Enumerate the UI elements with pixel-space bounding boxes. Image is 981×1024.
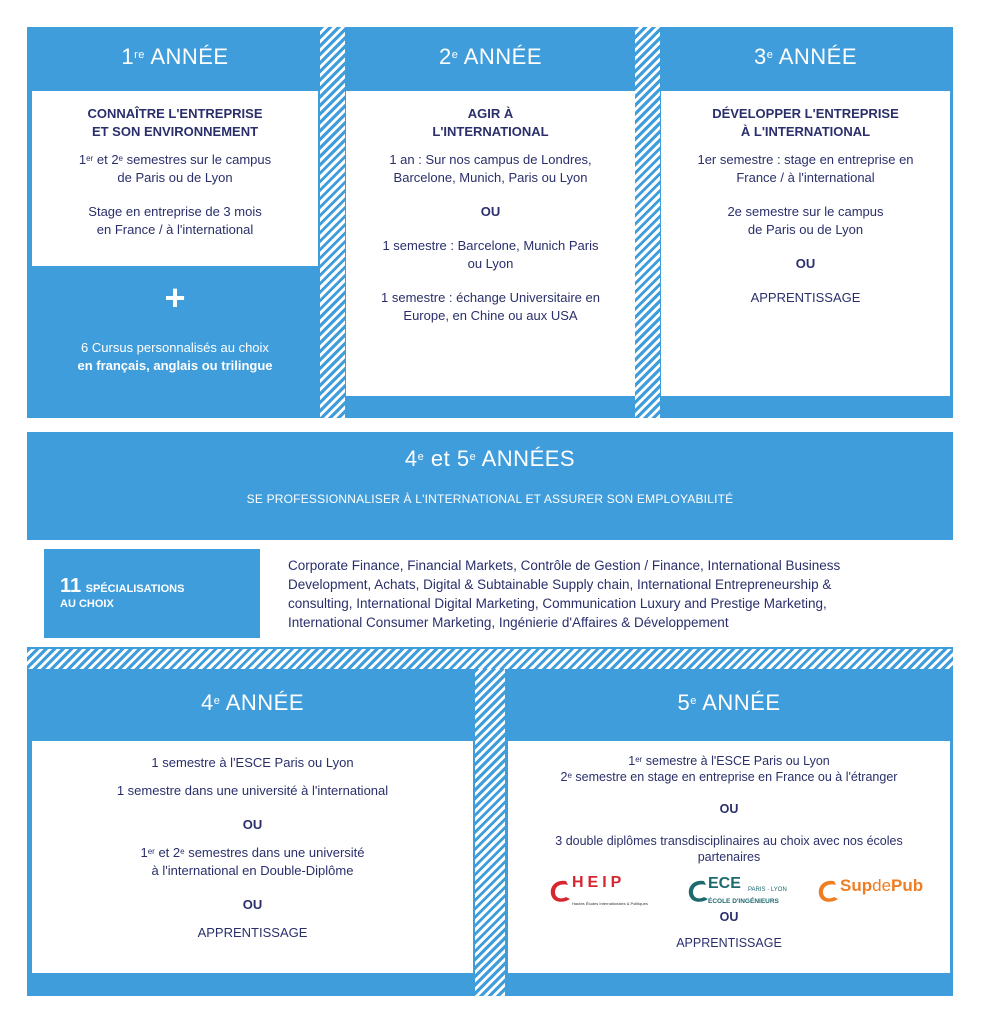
- year3-paragraph-1: 1er semestre : stage en entreprise en France / à l'international: [697, 152, 914, 185]
- year1-cursus-text: 6 Cursus personnalisés au choix en français, anglais ou trilingue: [77, 340, 273, 373]
- year5-apprentissage: APPRENTISSAGE: [676, 936, 782, 950]
- year4-paragraph-1: 1 semestre à l'ESCE Paris ou Lyon: [151, 755, 354, 770]
- year2-card: [346, 91, 635, 396]
- heip-logo-subtext: Hautes Études Internationales & Politiques: [572, 901, 648, 906]
- supdepub-swoosh-icon: [814, 877, 840, 905]
- year4-card: [32, 741, 473, 973]
- heip-logo: [546, 875, 666, 907]
- year3-paragraph-2: 2e semestre sur le campus de Paris ou de Lyon: [727, 204, 884, 237]
- year2-paragraph-2: 1 semestre : Barcelone, Munich Paris ou Lyon: [382, 238, 599, 271]
- year1-paragraph-2: Stage en entreprise de 3 mois en France / à l'international: [88, 204, 262, 237]
- partner-logos: [524, 875, 934, 909]
- year1-heading-line1: CONNAÎTRE L'ENTREPRISE: [87, 106, 263, 121]
- supdepub-de: de: [872, 876, 892, 895]
- year1-paragraph-1: 1er et 2e semestres sur le campus de Paris ou de Lyon: [78, 152, 272, 185]
- year2-ou: OU: [480, 204, 501, 219]
- year4-paragraph-3: 1er et 2e semestres dans une université à l'international en Double-Diplôme: [140, 845, 365, 878]
- year5-card: [508, 741, 950, 973]
- year3-heading-line2: À L'INTERNATIONAL: [740, 124, 871, 139]
- divider-stripes-2-3: [635, 27, 660, 418]
- spec-word: SPÉCIALISATIONS: [85, 583, 185, 595]
- divider-stripes-1-2: [320, 27, 345, 418]
- supdepub-sup: Sup: [840, 876, 873, 895]
- year1-heading-line2: ET SON ENVIRONNEMENT: [91, 124, 259, 139]
- year4-apprentissage: APPRENTISSAGE: [197, 925, 308, 940]
- year4-ou-1: OU: [242, 817, 263, 832]
- year1-title: 1re ANNÉE: [121, 44, 229, 69]
- spec-count: 11: [60, 575, 82, 597]
- ece-logo-city: PARIS · LYON: [748, 887, 787, 893]
- specialisations-list: Corporate Finance, Financial Markets, Contrôle de Gestion / Finance, International Business Development, Achats, Digital & Subtainable Supply chain, International Entrepreneurship & consulting, International Digital Marketing, Communication Luxury and Prestige Marketing, International Consumer Marketing, Ingénierie d'Affaires & Développement: [288, 558, 841, 630]
- year4-paragraph-2: 1 semestre dans une université à l'international: [116, 783, 389, 798]
- year2-paragraph-3: 1 semestre : échange Universitaire en Europe, en Chine ou aux USA: [381, 290, 600, 323]
- years45-title: 4e et 5e ANNÉES: [404, 446, 576, 471]
- year2-title: 2e ANNÉE: [438, 44, 543, 69]
- year4-ou-2: OU: [242, 897, 263, 912]
- year5-ou-1: OU: [719, 802, 739, 816]
- supdepub-pub: Pub: [891, 876, 924, 895]
- year2-heading-line1: AGIR À: [467, 106, 514, 121]
- years45-subtitle: SE PROFESSIONNALISER À L'INTERNATIONAL ET ASSURER SON EMPLOYABILITÉ: [246, 492, 734, 506]
- year5-paragraph-1: 1er semestre à l'ESCE Paris ou Lyon 2e semestre en stage en entreprise en France ou à l'étranger: [560, 754, 898, 784]
- year4-title: 4e ANNÉE: [200, 690, 305, 715]
- year3-card: [661, 91, 950, 396]
- heip-swoosh-icon: [546, 877, 574, 905]
- supdepub-logo: [814, 875, 944, 907]
- ece-logo-subtext: ÉCOLE D'INGÉNIEURS: [708, 898, 779, 905]
- plus-sign: +: [164, 277, 186, 318]
- divider-stripes-horizontal: [27, 649, 953, 669]
- year3-title: 3e ANNÉE: [753, 44, 858, 69]
- year3-apprentissage: APPRENTISSAGE: [750, 290, 861, 305]
- year3-ou: OU: [795, 256, 816, 271]
- spec-au-choix: AU CHOIX: [60, 598, 114, 610]
- ece-swoosh-icon: [684, 877, 710, 905]
- ece-logo: [684, 875, 804, 907]
- year1-card: [32, 91, 318, 266]
- ece-logo-text: ECE: [708, 875, 741, 892]
- year5-title: 5e ANNÉE: [677, 690, 781, 715]
- year2-heading-line2: L'INTERNATIONAL: [432, 124, 549, 139]
- year5-paragraph-2: 3 double diplômes transdisciplinaires au choix avec nos écoles partenaires: [555, 834, 903, 864]
- specialisations-badge: [44, 549, 260, 638]
- year2-paragraph-1: 1 an : Sur nos campus de Londres, Barcelone, Munich, Paris ou Lyon: [389, 152, 592, 185]
- divider-stripes-4-5: [475, 669, 505, 996]
- year3-heading-line1: DÉVELOPPER L'ENTREPRISE: [712, 106, 899, 121]
- heip-logo-text: HEIP: [572, 874, 626, 891]
- year5-ou-2: OU: [719, 910, 739, 924]
